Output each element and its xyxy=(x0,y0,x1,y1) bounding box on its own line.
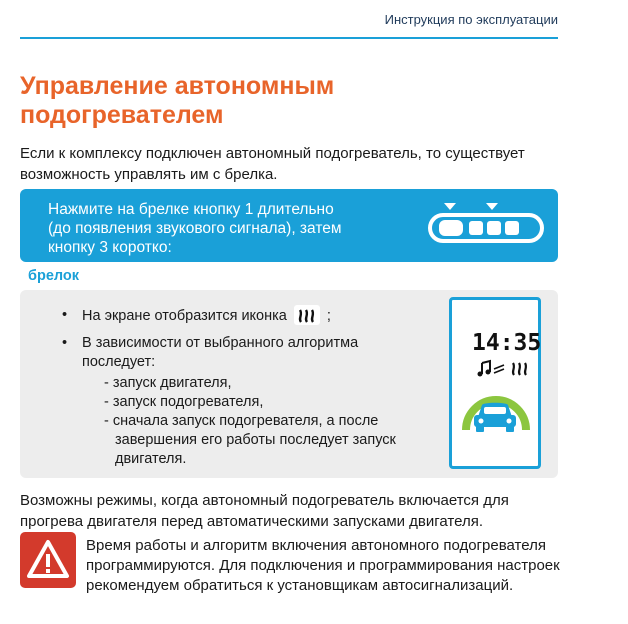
display-graphics xyxy=(452,355,538,465)
page-title xyxy=(20,72,540,130)
modes-paragraph: Возможны режимы, когда автономный подогреватель включается для прогрева двигателя перед автоматическими запусками двигателя. xyxy=(20,492,509,530)
keyfob-button-3 xyxy=(487,221,501,235)
instruction-text xyxy=(48,200,408,257)
bullet-dot: • xyxy=(62,335,68,351)
title-line-1: Управление автономным xyxy=(20,72,335,100)
bullet-1-end: ; xyxy=(326,307,331,324)
sub-item-3: - сначала запуск подогревателя, а после завершения его работы последует запуск двигателя. xyxy=(104,413,396,467)
bullet-2-line-2: последует: xyxy=(82,354,156,370)
sub-list xyxy=(104,374,414,469)
instruction-line-2: (до появления звукового сигнала), затем xyxy=(48,220,342,237)
warning-icon xyxy=(20,532,76,588)
intro-paragraph: Если к комплексу подключен автономный подогреватель, то существует возможность управлять им с брелка. xyxy=(20,145,525,183)
bullet-dot: • xyxy=(62,307,68,323)
keyfob-button-2 xyxy=(469,221,483,235)
title-line-2: подогревателем xyxy=(20,101,224,129)
bullet-1-text: На экране отобразится иконка xyxy=(82,307,287,324)
instruction-line-1: Нажмите на брелке кнопку 1 длительно xyxy=(48,201,334,218)
instruction-line-3: кнопку 3 коротко: xyxy=(48,239,172,256)
subheading: брелок xyxy=(28,268,80,284)
keyfob-icon xyxy=(424,200,548,260)
header-divider xyxy=(20,37,558,39)
keyfob-arrow-1 xyxy=(444,203,456,210)
keyfob-button-4 xyxy=(505,221,519,235)
warning-badge xyxy=(20,532,76,588)
bullet-2-line-1: В зависимости от выбранного алгоритма xyxy=(82,335,359,351)
heater-icon xyxy=(294,305,320,325)
bullet-item-1 xyxy=(62,306,331,326)
keyfob-button-1 xyxy=(439,220,463,236)
sub-item-1: - запуск двигателя, xyxy=(104,375,232,391)
music-note-icon xyxy=(478,361,505,377)
heater-display-icon xyxy=(513,363,526,375)
sub-item-2: - запуск подогревателя, xyxy=(104,394,264,410)
bullet-item-2 xyxy=(62,334,392,372)
keyfob-arrow-2 xyxy=(486,203,498,210)
warning-text: Время работы и алгоритм включения автономного подогревателя программируются. Для подключения и программирования настроек рекомендуем обратиться к установщикам автосигнализаций. xyxy=(86,537,560,594)
header-title: Инструкция по эксплуатации xyxy=(384,12,558,27)
display-time: 14:35 xyxy=(472,330,542,356)
